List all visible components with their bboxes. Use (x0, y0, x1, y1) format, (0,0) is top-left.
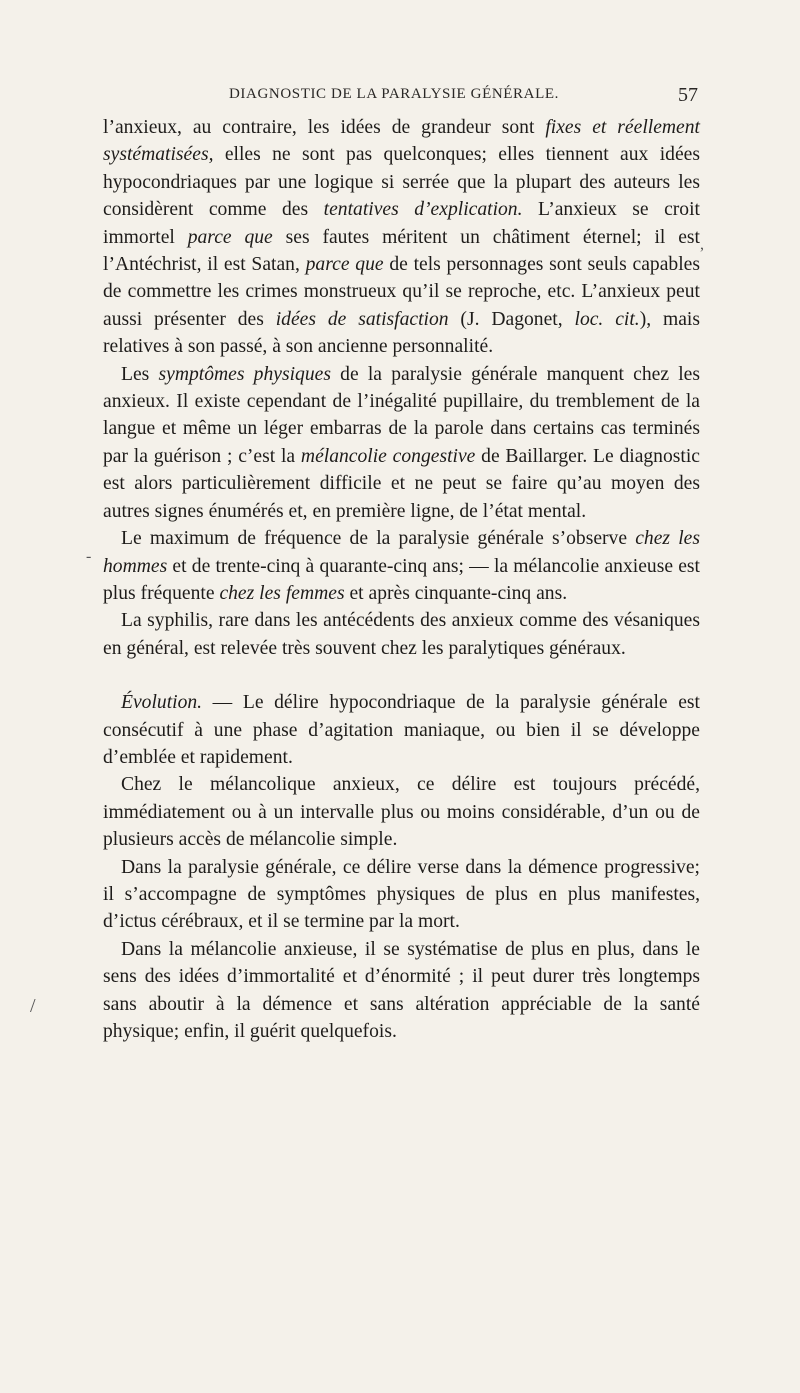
margin-mark: - (86, 548, 92, 565)
paragraph (103, 936, 700, 1046)
paragraph (103, 361, 700, 525)
text-run: et de trente-cinq à quarante-cinq ans; — la mélancolie anxieuse est plus fréquente (103, 555, 700, 604)
margin-mark: , (700, 236, 704, 253)
paragraph (103, 607, 700, 662)
running-head (103, 86, 698, 110)
paragraph (103, 689, 700, 771)
text-run: Le maximum de fréquence de la paralysie générale s’observe (121, 528, 636, 550)
italic-run: symptômes physiques (158, 363, 331, 385)
paragraph (103, 854, 700, 936)
body-text (103, 114, 700, 1045)
italic-run: fixes et réellement systématisées, (103, 117, 700, 166)
paragraph (103, 114, 700, 361)
text-run: ), mais relatives à son passé, à son ancienne personnalité. (103, 308, 700, 358)
italic-run: chez les femmes (219, 582, 345, 604)
paragraph (103, 771, 700, 853)
italic-run: loc. cit. (574, 308, 640, 330)
running-title: DIAGNOSTIC DE LA PARALYSIE GÉNÉRALE. (229, 86, 559, 102)
text-run: — Le délire hypocondriaque de la paralysie générale est consécutif à une phase d’agitation maniaque, ou bien il se développe d’emblée et rapidement. (103, 692, 700, 768)
text-run: et après cinquante-cinq ans. (344, 582, 568, 604)
italic-run: Évolution. (121, 692, 203, 714)
text-run: Dans la mélancolie anxieuse, il se systématise de plus en plus, dans le sens des idées d’immortalité et d’énormité ; il peut durer très longtemps sans aboutir à la démence et sans altération appréciable de la santé physique; enfin, il guérit quelquefois. (103, 938, 700, 1042)
text-run: Les (121, 363, 159, 385)
italic-run: mélancolie congestive (300, 445, 476, 467)
text-run: Dans la paralysie générale, ce délire verse dans la démence progressive; il s’accompagne de symptômes physiques de plus en plus manifestes, d’ictus cérébraux, et il se termine par la mort. (103, 856, 700, 933)
margin-pencil-mark: / (30, 995, 36, 1017)
text-run: Chez le mélancolique anxieux, ce délire est toujours précédé, immédiatement ou à un intervalle plus ou moins considérable, d’un ou de plusieurs accès de mélancolie simple. (103, 774, 700, 851)
italic-run: idées de satisfaction (275, 308, 449, 330)
text-run: de tels personnages sont seuls capables de commettre les crimes monstrueux qu’il se reproche, etc. L’anxieux peut aussi présenter des (103, 254, 700, 330)
paragraph (103, 525, 700, 607)
text-run: La syphilis, rare dans les antécédents des anxieux comme des vésaniques en général, est relevée très souvent chez les paralytiques généraux. (103, 610, 700, 659)
text-run: l’anxieux, au contraire, les idées de grandeur sont (103, 117, 546, 138)
page-number: 57 (678, 84, 698, 106)
italic-run: parce que (305, 254, 384, 276)
italic-run: parce que (187, 226, 273, 248)
text-run: de la paralysie générale manquent chez les anxieux. Il existe cependant de l’inégalité pupillaire, du tremblement de la langue et même un léger embarras de la parole dans certains cas terminés par la guérison ; c’est la (103, 363, 700, 467)
text-run: (J. Dagonet, (448, 308, 575, 330)
italic-run: tentatives d’explication. (323, 199, 523, 221)
text-run: de Baillarger. Le diagnostic est alors particulièrement difficile et ne peut se faire qu’au moyen des autres signes énumérés et, en première ligne, de l’état mental. (103, 445, 700, 522)
italic-run: chez les hommes (103, 528, 700, 577)
text-run: elles ne sont pas quelconques; elles tiennent aux idées hypocondriaques par une logique si serrée que la plupart des auteurs les considèrent comme des (103, 144, 700, 221)
text-run: L’anxieux se croit immortel (103, 199, 700, 248)
text-run: ses fautes méritent un châtiment éternel; il est l’Antéchrist, il est Satan, (103, 226, 701, 276)
